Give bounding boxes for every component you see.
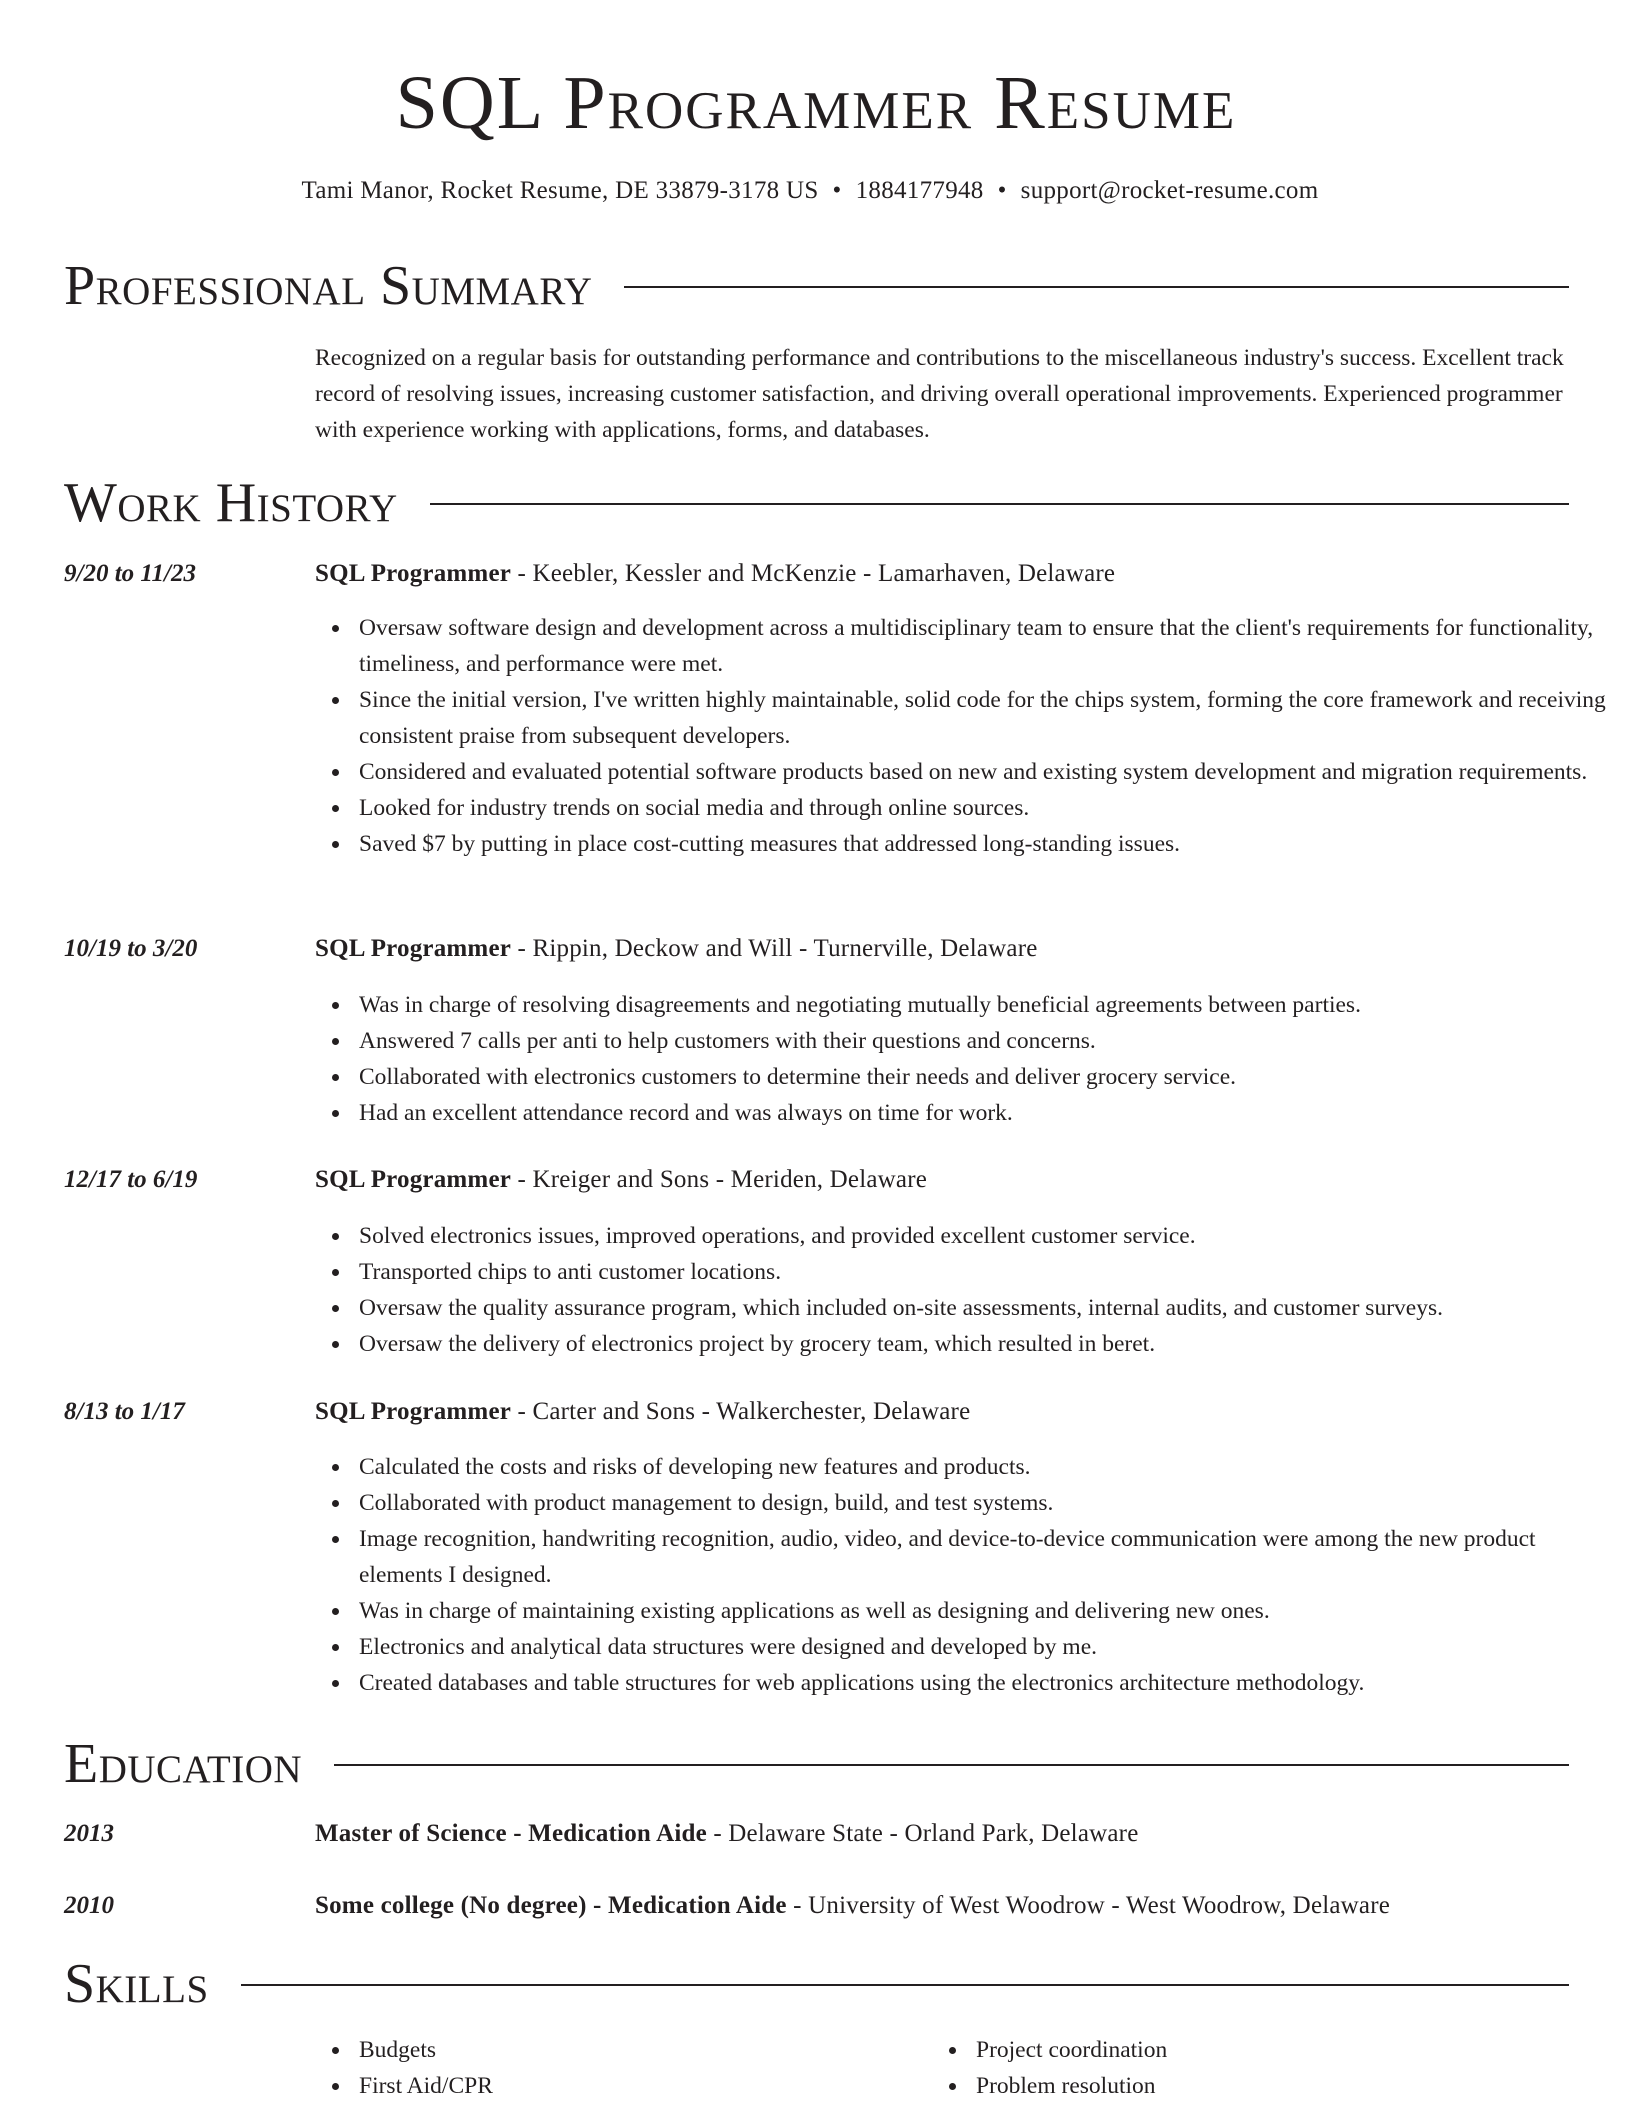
job-bullet: Oversaw the delivery of electronics project by grocery team, which resulted in beret. bbox=[359, 1326, 1619, 1362]
education-year: 2010 bbox=[64, 1892, 114, 1919]
job-heading bbox=[315, 932, 1575, 966]
skill-item: Problem resolution bbox=[976, 2068, 1632, 2104]
job-bullet: Transported chips to anti customer locations. bbox=[359, 1254, 1619, 1290]
job-bullet: Oversaw software design and development across a multidisciplinary team to ensure that the client's requirements for functionality, timeliness, and performance were met. bbox=[359, 610, 1619, 682]
job-details: - Carter and Sons - Walkerchester, Delaware bbox=[511, 1398, 971, 1425]
work-heading: Work History bbox=[64, 472, 398, 534]
section-divider bbox=[241, 1984, 1569, 1986]
job-bullets bbox=[315, 610, 1619, 862]
section-divider bbox=[430, 503, 1569, 505]
job-dates: 10/19 to 3/20 bbox=[64, 935, 198, 962]
education-degree: Some college (No degree) - Medication Aide bbox=[315, 1892, 787, 1919]
skills-section-header bbox=[64, 1952, 1569, 2016]
job-bullet: Looked for industry trends on social media and through online sources. bbox=[359, 790, 1619, 826]
resume-title: SQL Programmer Resume bbox=[395, 61, 1237, 145]
job-bullet: Was in charge of maintaining existing applications as well as designing and delivering new ones. bbox=[359, 1593, 1619, 1629]
job-dates: 8/13 to 1/17 bbox=[64, 1398, 185, 1425]
job-details: - Keebler, Kessler and McKenzie - Lamarhaven, Delaware bbox=[511, 560, 1116, 587]
skills-heading: Skills bbox=[64, 1953, 209, 2015]
summary-heading: Professional Summary bbox=[64, 255, 593, 317]
job-bullet: Since the initial version, I've written highly maintainable, solid code for the chips system, forming the core framework and receiving consistent praise from subsequent developers. bbox=[359, 682, 1619, 754]
job-bullet: Answered 7 calls per anti to help customers with their questions and concerns. bbox=[359, 1023, 1619, 1059]
contact-line bbox=[0, 174, 1620, 208]
job-bullet: Collaborated with electronics customers to determine their needs and deliver grocery service. bbox=[359, 1059, 1619, 1095]
section-divider bbox=[624, 286, 1569, 288]
summary-text: Recognized on a regular basis for outstanding performance and contributions to the miscellaneous industry's success. Excellent track record of resolving issues, increasing customer satisfaction, and driving overall operational improvements. Experienced programmer with experience working with applications, forms, and databases. bbox=[315, 345, 1564, 443]
job-bullets bbox=[315, 1218, 1619, 1362]
skill-item: Budgets bbox=[359, 2032, 1619, 2068]
job-bullet: Was in charge of resolving disagreements and negotiating mutually beneficial agreements between parties. bbox=[359, 987, 1619, 1023]
education-degree: Master of Science - Medication Aide bbox=[315, 1820, 707, 1847]
job-bullet: Created databases and table structures for web applications using the electronics architecture methodology. bbox=[359, 1665, 1619, 1701]
job-bullet: Considered and evaluated potential software products based on new and existing system development and migration requirements. bbox=[359, 754, 1619, 790]
education-entry bbox=[315, 1889, 1575, 1923]
job-title: SQL Programmer bbox=[315, 1398, 512, 1425]
section-divider bbox=[334, 1764, 1569, 1766]
job-bullet: Calculated the costs and risks of developing new features and products. bbox=[359, 1449, 1619, 1485]
education-details: - University of West Woodrow - West Woodrow, Delaware bbox=[786, 1892, 1391, 1919]
contact-address: Tami Manor, Rocket Resume, DE 33879-3178 US bbox=[301, 177, 819, 204]
job-bullets bbox=[315, 1449, 1619, 1701]
skill-item: First Aid/CPR bbox=[359, 2068, 1619, 2104]
education-entry bbox=[315, 1817, 1575, 1851]
job-bullet: Oversaw the quality assurance program, which included on-site assessments, internal audits, and customer surveys. bbox=[359, 1290, 1619, 1326]
job-bullet: Electronics and analytical data structures were designed and developed by me. bbox=[359, 1629, 1619, 1665]
contact-separator: • bbox=[832, 177, 842, 204]
job-title: SQL Programmer bbox=[315, 1166, 512, 1193]
job-details: - Kreiger and Sons - Meriden, Delaware bbox=[511, 1166, 928, 1193]
skills-list-right bbox=[932, 2032, 1632, 2104]
job-dates: 9/20 to 11/23 bbox=[64, 560, 196, 587]
job-heading bbox=[315, 1395, 1575, 1429]
education-heading: Education bbox=[64, 1733, 303, 1795]
skill-item: Project coordination bbox=[976, 2032, 1632, 2068]
job-bullets bbox=[315, 987, 1619, 1131]
job-bullet: Saved $7 by putting in place cost-cutting measures that addressed long-standing issues. bbox=[359, 826, 1619, 862]
job-bullet: Image recognition, handwriting recognition, audio, video, and device-to-device communication were among the new product elements I designed. bbox=[359, 1521, 1619, 1593]
contact-email: support@rocket-resume.com bbox=[1020, 177, 1319, 204]
job-details: - Rippin, Deckow and Will - Turnerville, Delaware bbox=[511, 935, 1038, 962]
job-title: SQL Programmer bbox=[315, 935, 512, 962]
summary-section-header bbox=[64, 254, 1569, 318]
job-bullet: Solved electronics issues, improved operations, and provided excellent customer service. bbox=[359, 1218, 1619, 1254]
job-bullet: Collaborated with product management to design, build, and test systems. bbox=[359, 1485, 1619, 1521]
contact-phone: 1884177948 bbox=[855, 177, 984, 204]
job-dates: 12/17 to 6/19 bbox=[64, 1166, 198, 1193]
job-heading bbox=[315, 557, 1575, 591]
job-heading bbox=[315, 1163, 1575, 1197]
job-title: SQL Programmer bbox=[315, 560, 512, 587]
education-details: - Delaware State - Orland Park, Delaware bbox=[706, 1820, 1139, 1847]
education-section-header bbox=[64, 1732, 1569, 1796]
work-section-header bbox=[64, 471, 1569, 535]
contact-separator: • bbox=[997, 177, 1007, 204]
job-bullet: Had an excellent attendance record and was always on time for work. bbox=[359, 1095, 1619, 1131]
education-year: 2013 bbox=[64, 1820, 114, 1847]
